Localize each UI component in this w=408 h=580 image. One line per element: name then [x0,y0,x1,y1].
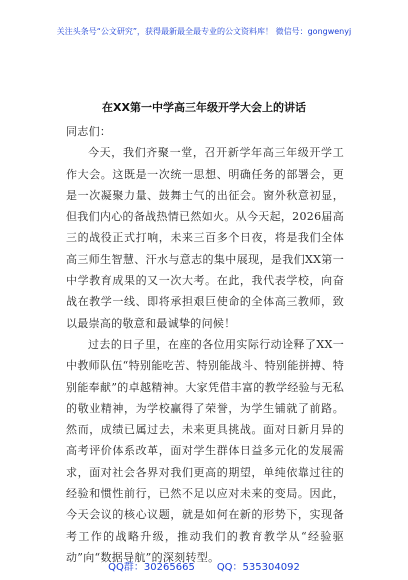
footer-qq: QQ：535304092 [216,562,300,573]
document-title: 在XX第一中学高三年级开学大会上的讲话 [102,101,306,114]
header-banner: 关注头条号“公文研究”，获得最新最全最专业的公文资料库！ 微信号：gongwenyj [56,27,352,36]
document-body [66,112,344,568]
salutation: 同志们： [66,125,112,138]
paragraph-2: 过去的日子里，在座的各位用实际行动诠释了XX一中教师队伍“特别能吃苦、特别能战斗、特别能拼搏、特别能奉献”的卓越精神。大家凭借丰富的教学经验与无私的敬业精神，为学校赢得了荣誉，为学生铺就了前路。然而，成绩已属过去，未来更具挑战。面对日新月异的高考评价体系改革，面对学生群体日益多元化的发展需求，面对社会各界对我们更高的期望，单纯依靠过往的经验和惯性前行，已然不足以应对未来的变局。因此，今天会议的核心议题，就是如何在新的形势下，实现备考工作的战略升级，推动我们的教育教学从“经验驱动”向“数据导航”的深刻转型。 [66,337,344,564]
footer-contact [0,558,408,573]
footer-qq-group: QQ群：30265665 [108,562,195,573]
paragraph-1: 今天，我们齐聚一堂，召开新学年高三年级开学工作大会。这既是一次统一思想、明确任务的部署会，更是一次凝聚力量、鼓舞士气的出征会。窗外秋意初显，但我们内心的备战热情已然如火。从今天起，2026届高三的战役正式打响，未来三百多个日夜，将是我们全体高三师生智慧、汗水与意志的集中展现，是我们XX第一中学教育成果的又一次大考。在此，我代表学校，向奋战在教学一线、即将承担艰巨使命的全体高三教师，致以最崇高的敬意和最诚挚的问候！ [66,146,344,330]
